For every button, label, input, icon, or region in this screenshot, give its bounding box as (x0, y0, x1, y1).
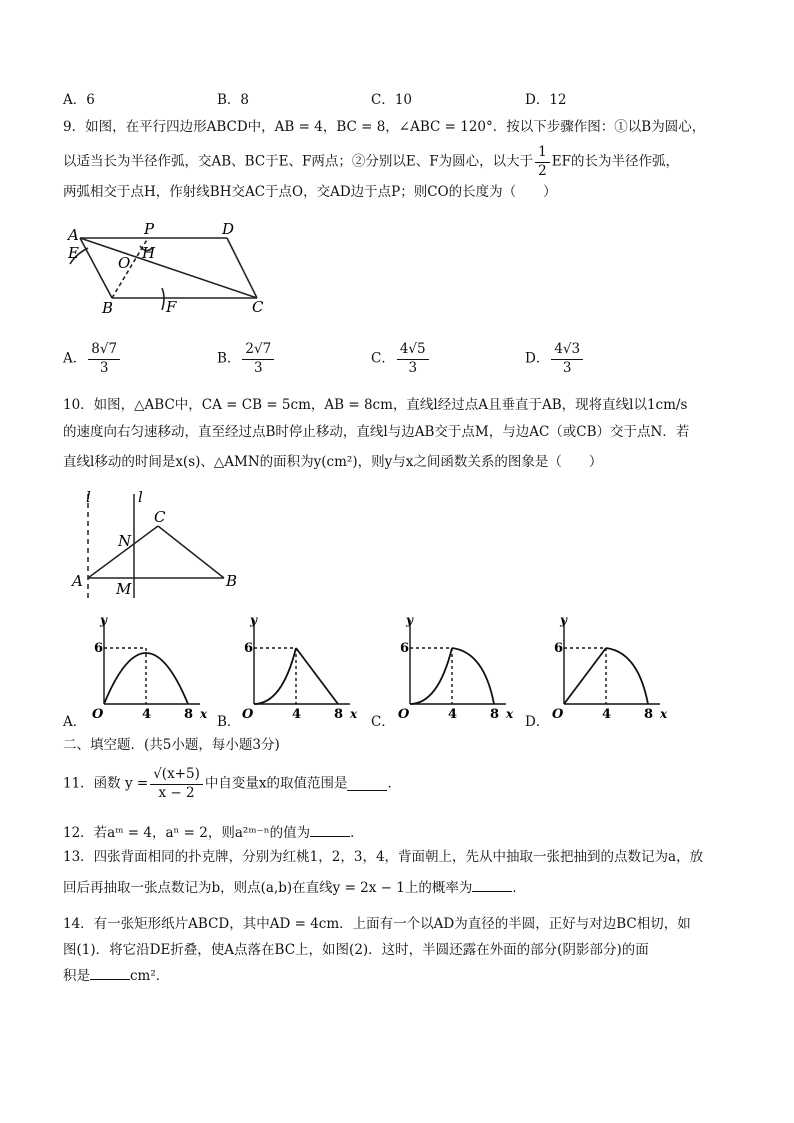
q14-line3 (63, 966, 169, 986)
q9-option-d-label: D． (525, 350, 550, 367)
q9-option-c-den: 3 (408, 359, 418, 376)
q10-graph-c-curve-right (452, 648, 494, 704)
q10-graph-d-y-label: y (560, 613, 567, 627)
q11-suffix: 中自变量x的取值范围是 (204, 775, 348, 792)
q10-graph-b-line (296, 648, 338, 704)
q9-option-b-label: B． (217, 350, 241, 367)
q9-option-c-label: C． (371, 350, 395, 367)
q12-end: ． (350, 825, 364, 841)
q10-graph-b-six: 6 (244, 641, 254, 656)
q11-num: √(x+5) (150, 768, 203, 785)
q10-graph-a-six: 6 (94, 641, 104, 656)
q10-graph-b-four: 4 (292, 707, 302, 722)
q10-graph-c-four: 4 (448, 707, 458, 722)
q14-line2: 图(1)．将它沿DE折叠，使A点落在BC上，如图(2)．这时，半圆还露在外面的部分(阴影部分)的面 (63, 942, 649, 958)
q10-graph-c-y-label: y (406, 613, 413, 627)
q9-line2b: EF的长为半径作弧， (551, 153, 679, 170)
q10-graph-a-four: 4 (142, 707, 152, 722)
q9-line2 (63, 146, 679, 178)
q10-graph-d-origin: O (552, 707, 564, 722)
q10-graph-c-origin: O (398, 707, 410, 722)
q13-line2-text: 回后再抽取一张点数记为b，则点(a,b)在直线y = 2x − 1上的概率为 (63, 880, 473, 896)
q10-graph-a-x-label: x (200, 707, 208, 721)
q9-label-p: P (144, 220, 155, 238)
q14-end: cm²． (130, 968, 170, 984)
q9-line2a: 以适当长为半径作弧，交AB、BC于E、F两点；②分别以E、F为圆心，以大于 (63, 153, 534, 170)
q10-graph-d-four: 4 (602, 707, 612, 722)
q11-end: ． (387, 775, 401, 792)
q9-option-c (371, 343, 431, 375)
q12 (63, 823, 364, 843)
q9-label-h: H (142, 244, 156, 262)
q9-half-fraction (535, 146, 550, 178)
q8-option-d: D．12 (525, 92, 567, 108)
q9-line1: 9．如图，在平行四边形ABCD中，AB = 4，BC = 8，∠ABC = 120°．按以下步骤作图：①以B为圆心， (63, 119, 706, 135)
q9-label-f: F (166, 298, 177, 316)
q9-option-a-den: 3 (99, 359, 109, 376)
q14-line1: 14．有一张矩形纸片ABCD，其中AD = 4cm．上面有一个以AD为直径的半圆，正好与对边BC相切，如 (63, 916, 691, 932)
q9-frac-den: 2 (538, 162, 547, 179)
q13-answer-blank (472, 879, 512, 892)
q12-answer-blank (310, 824, 350, 837)
q10-line3: 直线l移动的时间是x(s)、△AMN的面积为y(cm²)，则y与x之间函数关系的图象是（ ） (63, 454, 603, 470)
q9-arc-f (162, 288, 164, 310)
q10-option-d-letter: D． (525, 714, 550, 730)
q10-graph-a-origin: O (92, 707, 104, 722)
q8-option-b: B．8 (217, 92, 250, 108)
q9-option-d-den: 3 (562, 359, 572, 376)
q9-option-b (217, 343, 276, 375)
q12-text: 12．若aᵐ = 4，aⁿ = 2，则a²ᵐ⁻ⁿ的值为 (63, 825, 311, 841)
q9-line3: 两弧相交于点H，作射线BH交AC于点O，交AD边于点P；则CO的长度为（ ） (63, 184, 557, 200)
section-title-fill-blank: 二、填空题．(共5小题，每小题3分) (63, 737, 280, 753)
q9-label-a: A (68, 226, 79, 244)
q10-option-b-letter: B． (217, 714, 241, 730)
q10-label-l1: l (86, 488, 91, 506)
q10-graph-a-eight: 8 (184, 707, 194, 722)
q14-answer-blank (90, 967, 130, 980)
q10-graph-d-x-label: x (660, 707, 668, 721)
q13-line1: 13．四张背面相同的扑克牌，分别为红桃1，2，3，4，背面朝上，先从中抽取一张把抽到的点数记为a，放 (63, 849, 704, 865)
q11-den: x − 2 (158, 784, 195, 801)
q10-graph-a-y-label: y (100, 613, 107, 627)
q10-side-cb (158, 526, 224, 578)
q10-graph-c-eight: 8 (490, 707, 500, 722)
q8-option-c: C．10 (371, 92, 413, 108)
q9-label-c: C (252, 298, 264, 316)
q11-fraction (150, 768, 203, 800)
q9-label-d: D (222, 220, 235, 238)
q9-label-e: E (68, 244, 79, 262)
q11 (63, 768, 401, 800)
q11-prefix: 11．函数 y = (63, 775, 149, 792)
q10-graph-b (232, 612, 362, 724)
q9-option-d-num: 4√3 (551, 343, 583, 360)
q10-graph-d-eight: 8 (644, 707, 654, 722)
q10-label-a: A (72, 572, 83, 590)
q10-graph-d-six: 6 (554, 641, 564, 656)
q10-graph-b-origin: O (242, 707, 254, 722)
q9-option-b-num: 2√7 (242, 343, 274, 360)
q9-option-d (525, 343, 585, 375)
q10-label-n: N (118, 532, 132, 550)
q9-option-b-den: 3 (254, 359, 263, 376)
q10-label-m: M (116, 580, 132, 598)
q8-option-a: A．6 (63, 92, 95, 108)
q9-label-o: O (118, 254, 131, 272)
q10-option-c-letter: C． (371, 714, 395, 730)
q11-answer-blank (347, 778, 387, 791)
q10-line2: 的速度向右匀速移动，直至经过点B时停止移动，直线l与边AB交于点M，与边AC（或CB）交于点N．若 (63, 424, 690, 440)
q10-line1: 10．如图，△ABC中，CA = CB = 5cm，AB = 8cm，直线l经过点A且垂直于AB，现将直线l以1cm/s (63, 397, 688, 413)
q10-label-b: B (226, 572, 238, 590)
q10-graph-a (82, 612, 212, 724)
q9-option-c-num: 4√5 (397, 343, 429, 360)
q9-parallelogram-figure (62, 218, 282, 318)
q10-graph-d-line (564, 648, 606, 704)
q10-triangle-figure (62, 486, 242, 601)
q9-option-a (63, 343, 122, 375)
q10-option-a-letter: A． (63, 714, 87, 730)
q9-label-b: B (102, 299, 114, 317)
q14-line3-text: 积是 (63, 968, 90, 984)
q13-line2 (63, 878, 526, 898)
q10-graph-c-six: 6 (400, 641, 410, 656)
q10-graph-c (388, 612, 518, 724)
q10-graph-b-x-label: x (350, 707, 358, 721)
q10-graph-c-x-label: x (506, 707, 514, 721)
q10-label-c: C (154, 508, 166, 526)
q10-graph-d-curve (606, 648, 648, 704)
q9-frac-num: 1 (535, 146, 550, 163)
q10-graph-b-curve (254, 648, 296, 704)
q9-option-a-label: A． (63, 350, 87, 367)
q10-graph-d (542, 612, 672, 724)
q10-graph-b-y-label: y (250, 613, 257, 627)
q10-label-l2: l (138, 488, 143, 506)
q13-end: ． (512, 880, 526, 896)
q10-graph-b-eight: 8 (334, 707, 344, 722)
q9-option-a-num: 8√7 (88, 343, 120, 360)
q10-graph-c-curve-left (410, 648, 452, 704)
